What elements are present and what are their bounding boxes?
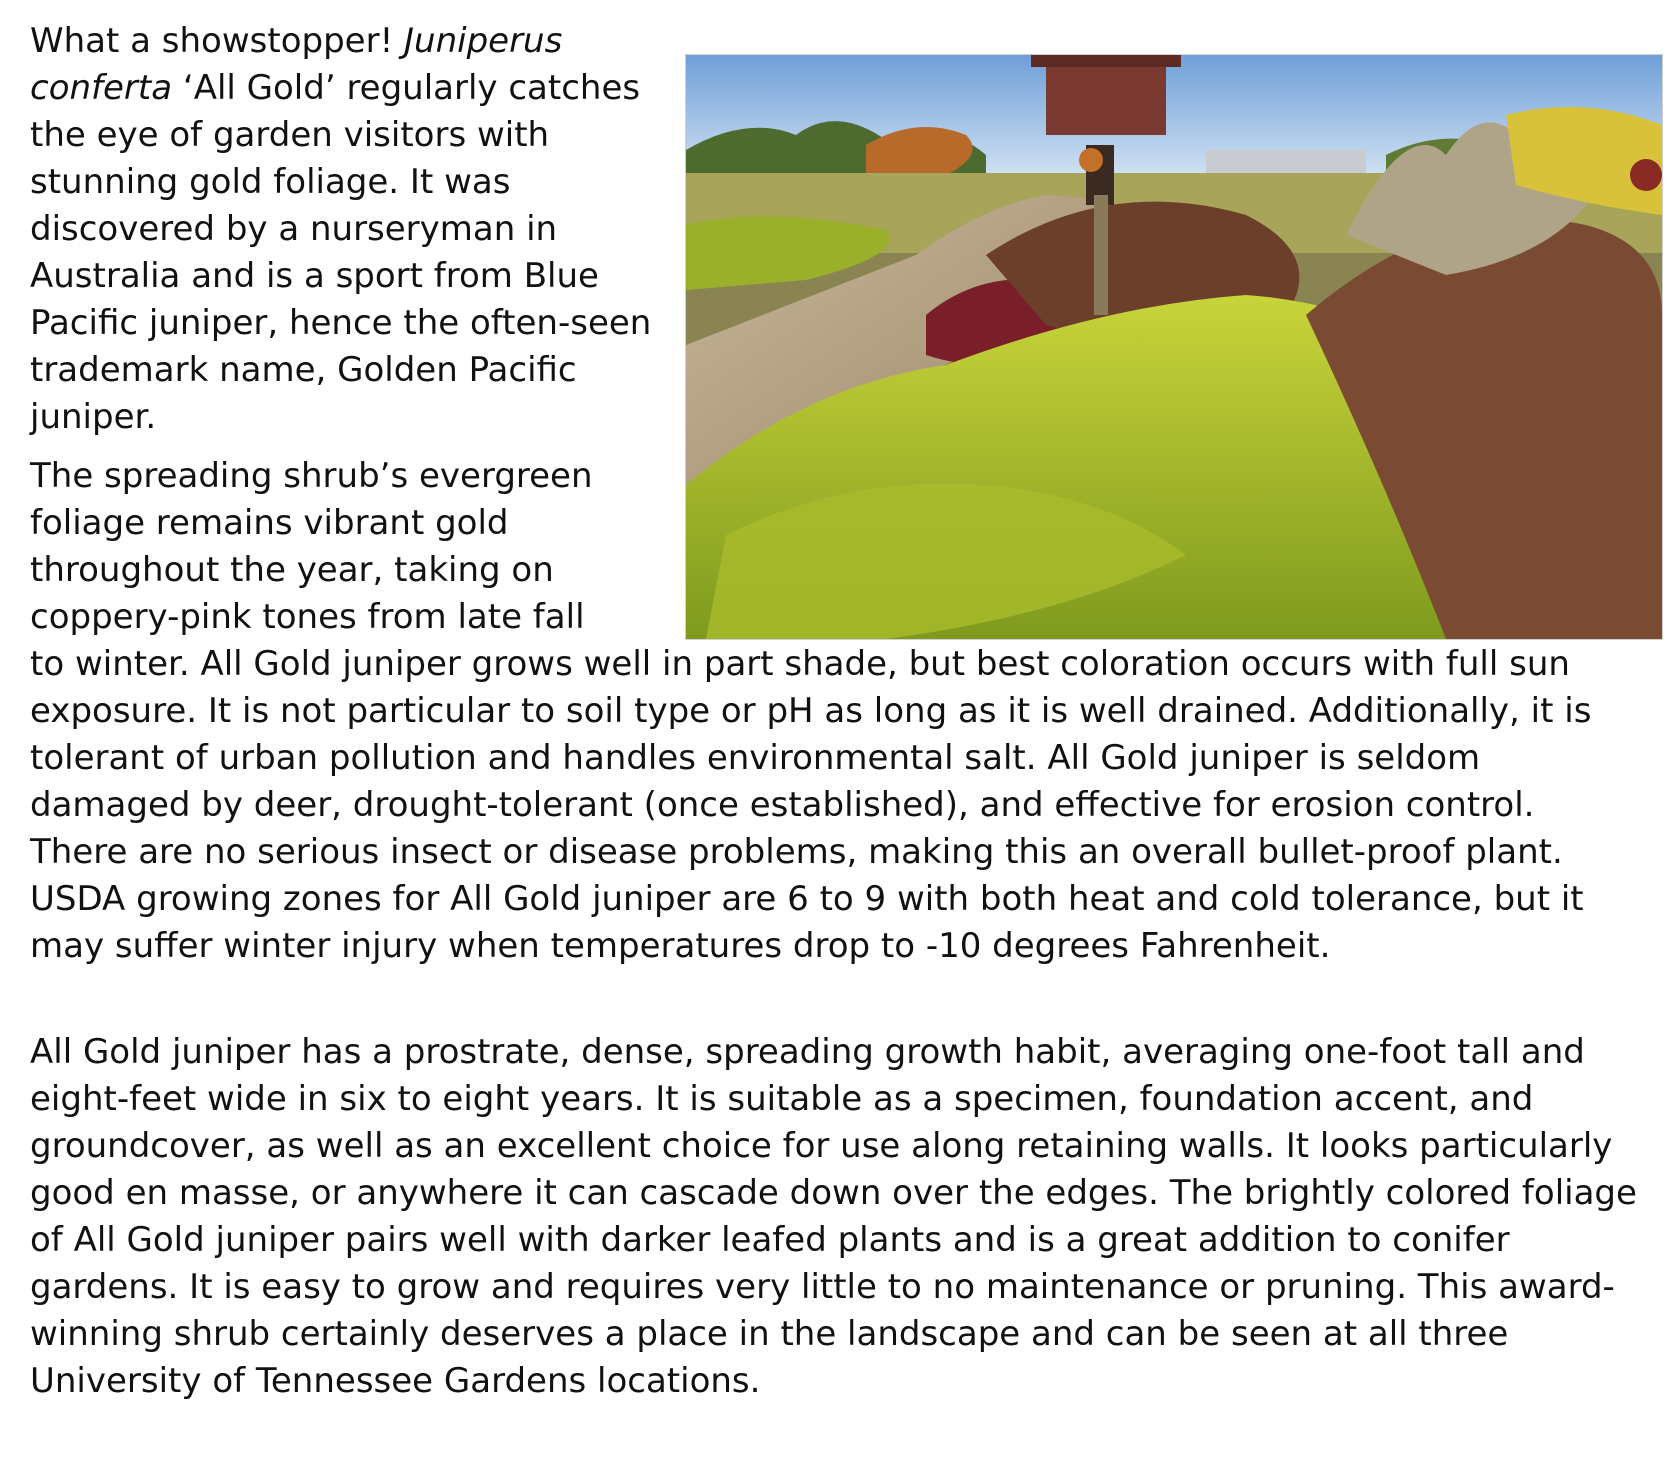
paragraph-gap xyxy=(30,982,1650,1029)
garden-photo xyxy=(685,54,1663,640)
garden-photo-icon xyxy=(686,55,1662,639)
foliage-beside-photo: The spreading shrub’s evergreen foliage remains vibrant gold throughout the year, taking on coppery-pink tones from late fall xyxy=(30,456,593,637)
paragraph-habit: All Gold juniper has a prostrate, dense, spreading growth habit, averaging one-foot tall and eight-feet wide in six to eight years. It is suitable as a specimen, foundation accent, and groundcover, as well as an excellent choice for use along retaining walls. It looks particularly good en masse, or anywhere it can cascade down over the edges. The brightly colored foliage of All Gold juniper pairs well with darker leafed plants and is a great addition to conifer gardens. It is easy to grow and requires very little to no maintenance or pruning. This award-winning shrub certainly deserves a place in the landscape and can be seen at all three University of Tennessee Gardens locations. xyxy=(30,1032,1637,1401)
intro-rest: ‘All Gold’ regularly catches the eye of garden visitors with stunning gold foliage. It was discovered by a nurseryman in Australia and is a sport from Blue Pacific juniper, hence the often-seen trademark name, Golden Pacific juniper. xyxy=(30,68,652,437)
latin-name: Juniperus conferta xyxy=(30,21,563,108)
paragraph-intro xyxy=(30,18,670,441)
foliage-below-photo: to winter. All Gold juniper grows well in part shade, but best coloration occurs with full sun exposure. It is not particular to soil type or pH as long as it is well drained. Additionally, it is tolerant of urban pollution and handles environmental salt. All Gold juniper is seldom damaged by deer, drought-tolerant (once established), and effective for erosion control. There are no serious insect or disease problems, making this an overall bullet-proof plant. USDA growing zones for All Gold juniper are 6 to 9 with both heat and cold tolerance, but it may suffer winter injury when temperatures drop to -10 degrees Fahrenheit. xyxy=(30,644,1592,966)
intro-text: What a showstopper! xyxy=(30,21,404,61)
